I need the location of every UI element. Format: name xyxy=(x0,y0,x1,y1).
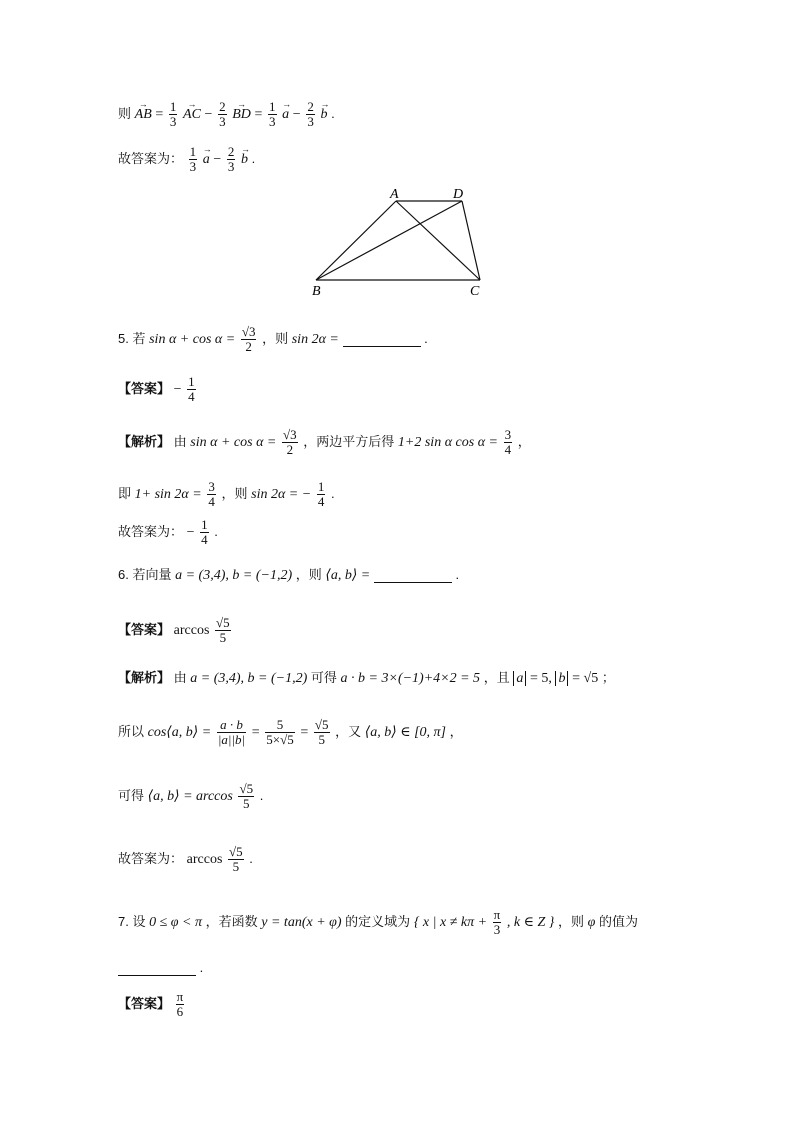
solution-6-line-4: 故答案为： arccos $\frac{√5}{5}$ . xyxy=(118,844,253,874)
segment-dc xyxy=(462,201,480,280)
fraction: $\frac{1}{4}$ xyxy=(188,374,195,404)
fraction: $\frac{1}{4}$ xyxy=(317,479,325,509)
fraction: $\frac{1}{3}$ xyxy=(169,99,177,129)
answer-blank[interactable] xyxy=(343,332,421,347)
intro-answer-line: 故答案为： $\frac{1}{3}$ → a − $\frac{2}{3}$ → b . xyxy=(118,145,255,174)
fraction: $\frac{1}{3}$ xyxy=(189,144,197,174)
answer-blank[interactable] xyxy=(374,568,452,583)
fraction: $\frac{1}{4}$ xyxy=(201,517,208,547)
solution-5-line-2: 即 1+ sin 2α = $\frac{3}{4}$ ，则 sin 2α = − $\frac{1}{4}$ . xyxy=(118,479,335,509)
intro-line: 则 → AB = $\frac{1}{3}$ → AC − $\frac{2}{3}$ → BD = $\frac{1}{3}$ → a − $\frac{2}{3}$ → b . xyxy=(118,100,335,129)
solution-tag: 【解析】 xyxy=(118,670,171,685)
segment-ab xyxy=(316,201,396,280)
fraction: $\frac{\pi}{3}$ xyxy=(493,907,501,937)
answer-blank[interactable] xyxy=(118,961,196,976)
fraction: $\frac{√5}{5}$ xyxy=(216,615,230,645)
fraction: $\frac{a \cdot b}{|a||b|}$ xyxy=(217,717,246,747)
question-7: 7. 设 0 ≤ φ < π ，若函数 y = tan(x + φ) 的定义域为 { x | x ≠ kπ + $\frac{\pi}{3}$ , k ∈ Z } ，则 φ 的值为 xyxy=(118,907,638,937)
answer-7 xyxy=(118,990,186,1019)
fraction: $\frac{√3}{2}$ xyxy=(283,427,297,457)
fraction: $\frac{√5}{5}$ xyxy=(239,781,254,811)
solution-6-line-1: 【解析】 由 a = (3,4), b = (−1,2) 可得 a · b = 3×(−1)+4×2 = 5 ，且 a = 5, b = √5 ； xyxy=(118,670,615,686)
answer-tag: 【答案】 xyxy=(118,380,171,396)
fraction: $\frac{√5}{5}$ xyxy=(314,717,329,747)
solution-6-line-3: 可得 ⟨a, b⟩ = arccos $\frac{√5}{5}$ . xyxy=(118,781,264,811)
fraction: $\frac{2}{3}$ xyxy=(307,99,314,129)
vector-a: → a xyxy=(282,105,289,125)
fraction: $\frac{2}{3}$ xyxy=(227,144,235,174)
vector-ac: → AC xyxy=(183,105,201,125)
label-b: B xyxy=(312,284,321,299)
solution-5-line-1: 【解析】 由 sin α + cos α = $\frac{√3}{2}$ ，两边平方后得 1+2 sin α cos α = $\frac{3}{4}$ ， xyxy=(118,427,531,457)
intro-prefix: 则 xyxy=(118,105,132,121)
question-6: 6. 若向量 a = (3,4), b = (−1,2) ，则 ⟨a, b⟩ = . xyxy=(118,567,460,583)
answer-label: 故答案为： xyxy=(118,150,184,166)
vector-bd: → BD xyxy=(232,105,251,125)
fraction: $\frac{3}{4}$ xyxy=(208,479,215,509)
vector-b: → b xyxy=(241,150,248,170)
label-d: D xyxy=(453,187,464,202)
fraction: $\frac{1}{3}$ xyxy=(269,99,276,129)
question-number: 5. xyxy=(118,330,129,346)
vector-b: → b xyxy=(320,105,327,125)
answer-6: 【答案】 arccos $\frac{√5}{5}$ xyxy=(118,615,230,645)
fraction: $\frac{\pi}{6}$ xyxy=(176,989,184,1019)
vector-a: → a xyxy=(203,150,210,170)
label-a: A xyxy=(390,187,399,202)
answer-tag: 【答案】 xyxy=(118,621,171,637)
answer-5: 【答案】 − $\frac{1}{4}$ xyxy=(118,374,195,404)
trapezoid-figure xyxy=(300,185,500,300)
segment-ac xyxy=(396,201,480,280)
answer-tag: 【答案】 xyxy=(118,995,171,1011)
fraction: $\frac{2}{3}$ xyxy=(219,99,226,129)
fraction: $\frac{5}{5\times√5}$ xyxy=(266,717,294,747)
segment-bd xyxy=(316,201,462,280)
fraction: $\frac{√5}{5}$ xyxy=(229,844,243,874)
solution-5-line-3: 故答案为： − $\frac{1}{4}$ . xyxy=(118,517,218,547)
fraction: $\frac{3}{4}$ xyxy=(504,427,512,457)
fraction: $\frac{√3}{2}$ xyxy=(241,324,256,354)
question-number: 6. xyxy=(118,567,129,582)
question-number: 7. xyxy=(118,913,129,929)
vector-ab: → AB xyxy=(135,105,152,125)
question-5: 5. 若 sin α + cos α = $\frac{√3}{2}$ ，则 sin 2α = . xyxy=(118,324,428,354)
label-c: C xyxy=(470,284,480,299)
question-7-blank-line: . xyxy=(118,958,203,978)
solution-6-line-2: 所以 cos⟨a, b⟩ = $\frac{a \cdot b}{|a||b|}$ = $\frac{5}{5\times√5}$ = $\frac{√5}{5}$ ，又 ⟨a, b⟩ ∈ [0, π] ， xyxy=(118,717,463,747)
solution-tag: 【解析】 xyxy=(118,433,171,449)
